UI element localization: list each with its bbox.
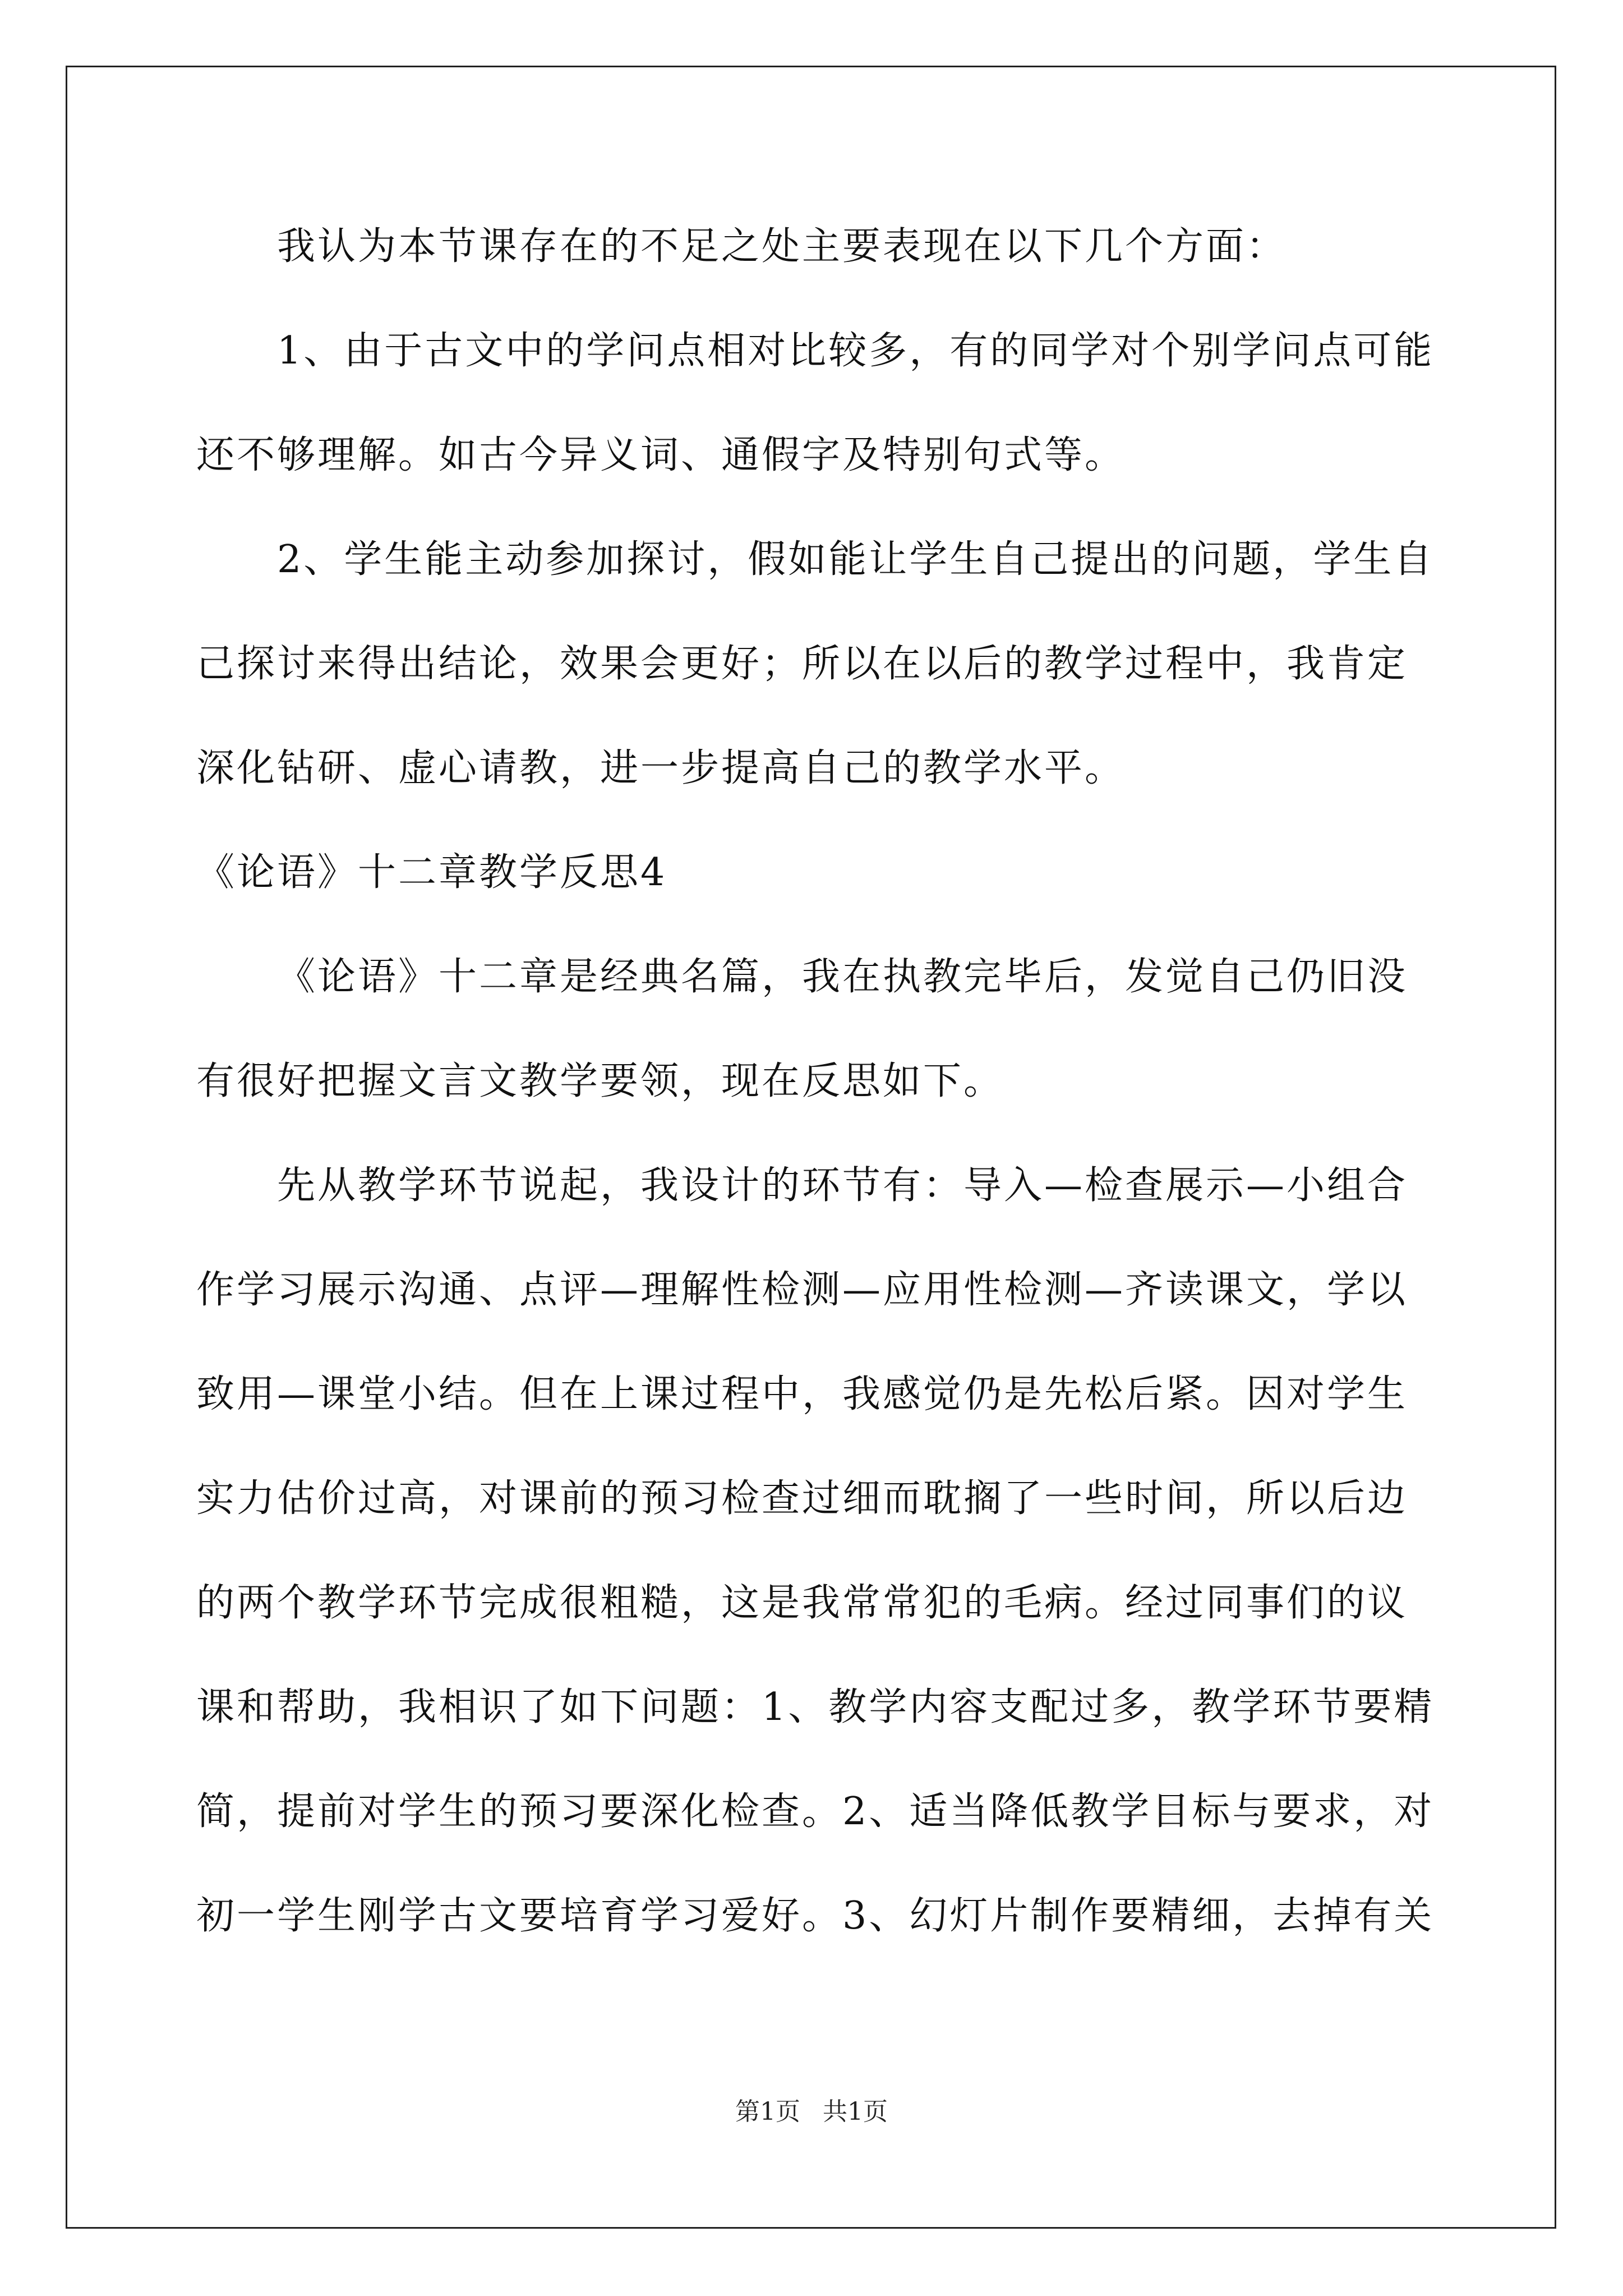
- section-heading: 《论语》十二章教学反思4: [196, 850, 667, 895]
- paragraph-line: 的两个教学环节完成很粗糙，这是我常常犯的毛病。经过同事们的议: [196, 1581, 1408, 1625]
- page-total: 共1页: [823, 2097, 888, 2126]
- paragraph-line: 还不够理解。如古今异义词、通假字及特别句式等。: [196, 433, 1126, 477]
- paragraph-line: 我认为本节课存在的不足之处主要表现在以下几个方面：: [277, 224, 1287, 269]
- paragraph-line: 深化钻研、虚心请教，进一步提高自己的教学水平。: [196, 746, 1126, 790]
- paragraph-line: 有很好把握文言文教学要领，现在反思如下。: [196, 1059, 1004, 1103]
- paragraph-line: 己探讨来得出结论，效果会更好；所以在以后的教学过程中，我肯定: [196, 642, 1408, 686]
- paragraph-line: 2、学生能主动参加探讨，假如能让学生自己提出的问题，学生自: [277, 537, 1435, 582]
- paragraph-line: 实力估价过高，对课前的预习检查过细而耽搁了一些时间，所以后边: [196, 1476, 1408, 1521]
- paragraph-line: 课和帮助，我相识了如下问题：1、教学内容支配过多，教学环节要精: [196, 1685, 1435, 1729]
- paragraph-line: 简，提前对学生的预习要深化检查。2、适当降低教学目标与要求，对: [196, 1789, 1435, 1834]
- paragraph-line: 先从教学环节说起，我设计的环节有：导入—检查展示—小组合: [277, 1163, 1408, 1208]
- page-number: 第1页: [735, 2097, 800, 2126]
- paragraph-line: 初一学生刚学古文要培育学习爱好。3、幻灯片制作要精细，去掉有关: [196, 1894, 1435, 1938]
- paragraph-line: 《论语》十二章是经典名篇，我在执教完毕后，发觉自己仍旧没: [277, 955, 1408, 999]
- page-footer: [0, 2095, 1623, 2129]
- paragraph-line: 作学习展示沟通、点评—理解性检测—应用性检测—齐读课文，学以: [196, 1268, 1408, 1312]
- paragraph-line: 致用—课堂小结。但在上课过程中，我感觉仍是先松后紧。因对学生: [196, 1372, 1408, 1416]
- paragraph-line: 1、由于古文中的学问点相对比较多，有的同学对个别学问点可能: [277, 329, 1435, 373]
